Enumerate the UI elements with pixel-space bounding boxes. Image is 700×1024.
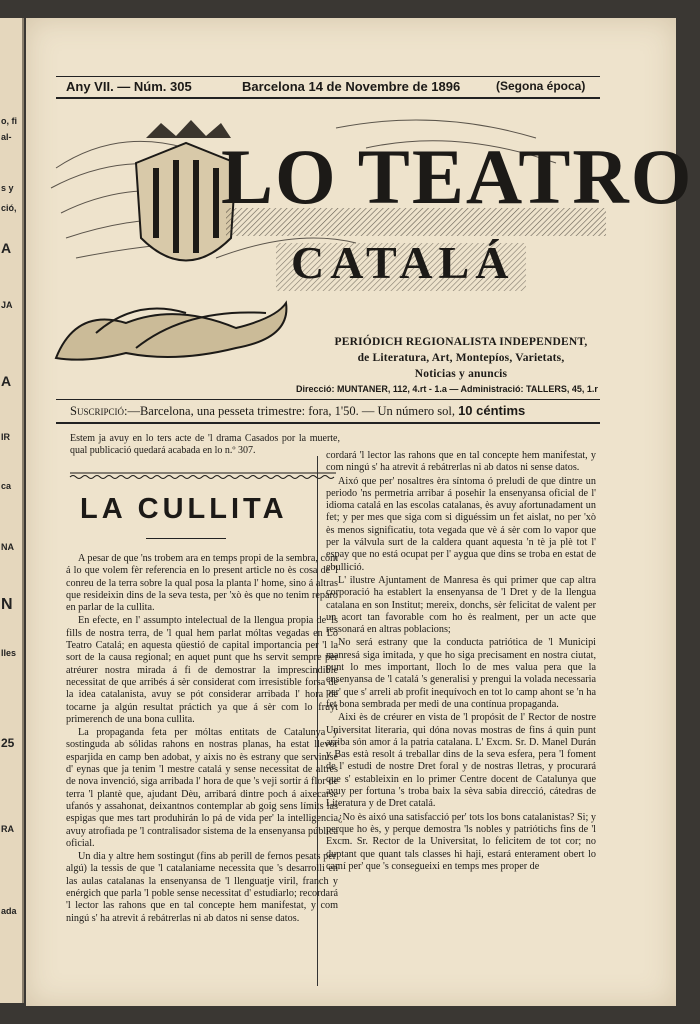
issue-epoch: (Segona época) (496, 79, 586, 93)
issue-date: Barcelona 14 de Novembre de 1896 (242, 79, 461, 94)
left-fragment: ada (1, 906, 17, 916)
paragraph: L' ilustre Ajuntament de Manresa ès qui primer que cap altra corporació ha establert la ensenyansa de 'l Dret y de la llengua catalana en son Institut; mereix, donchs, sèr felicitat de valent per un acort tan favorable com ho ès realment, per un acte que ressonará en altras poblacions; (326, 574, 596, 636)
paragraph: La propaganda feta per móltas entitats de Catalunya y sostinguda ab sólidas rahons en nostras planas, ha estat llevòr esparjida en camp ben adobat, y aixis no ès estrany que servintse d' eynas que ja tenim 'l mestre catalá y sense necessitat de altres de nova invenció, siga arribada l' hora de que 's veji sortir á flor de terra 'l plantè que, ajudant Dèu, arribará dintre poch á aixecarse ufanós y assahonat, deixantnos contemplar ab goig sens límits las espigas que mes tart produhirán lo pá de vida per' la intelligencia avuy atrofiada pe 'l contralisador sistema de la ensenyansa pública oficial. (66, 727, 338, 849)
left-fragment: JA (1, 300, 13, 310)
article-column-1 (66, 553, 338, 983)
left-fragment: A (1, 240, 12, 256)
paragraph: No será estrany que la conducta patriótica de 'l Municipi manresá siga imitada, y que ho siga precisament en nostra ciutat, punt lo mes important, lloch lo de mes valua pera que la ensenyansa de 'l catalá 's generalisi y prengui la volada necessaria per' que s' arreli ab profit inequívoch en tot lo camp ahont se 'n ha fet bona sembrada per medi de una contínua propaganda. (326, 637, 596, 710)
header-rule-bottom (56, 97, 600, 99)
tagline-line: de Literatura, Art, Montepíos, Varietats, (357, 352, 565, 364)
address-line: Direcció: MUNTANER, 112, 4.rt - 1.a — Administració: TALLERS, 45, 1.r (296, 384, 598, 394)
subscription-rule-bottom (56, 422, 600, 424)
subscription-price: 10 céntims (458, 403, 526, 418)
left-fragment: o, fi (1, 116, 17, 126)
title-underline (146, 538, 226, 539)
scroll-ornament (56, 303, 286, 360)
masthead-illustration (36, 108, 694, 358)
header-rule-top (56, 76, 600, 77)
left-fragment: 25 (1, 736, 15, 750)
left-fragment: RA (1, 824, 14, 834)
subscription-text: —Barcelona, una pesseta trimestre: fora, 1'50. — Un número sol, (127, 404, 455, 418)
publication-tagline (326, 334, 596, 382)
serial-notice: Estem ja avuy en lo ters acte de 'l drama Casados por la muerte, qual publicació quedará acabada en lo n.º 307. (70, 433, 340, 456)
left-fragment: ca (1, 481, 12, 491)
left-fragment: al- (1, 132, 12, 142)
left-fragment: lles (1, 648, 17, 658)
article-column-2 (326, 450, 596, 995)
masthead-title: LO TEATRO (221, 133, 694, 220)
subscription-rule-top (56, 399, 600, 400)
left-fragment: IR (1, 432, 10, 442)
article-title: LA CULLITA (80, 493, 288, 525)
paragraph: Aixi ès de créurer en vista de 'l propósit de l' Rector de nostre Universitat literaria, qui dóna novas mostras de fins á quin punt arriba són amor á la patria catalana. L' Excm. Sr. D. Manel Durán y Bas està resolt á treballar dins de la seva esfera, pera 'l foment de l' estudi de nostre Dret foral y de nostras lletras, y procurará que s' estableixin en lo primer Centre docent de Catalunya que avuy per fortuna 's troba baix la sèva sabia direcció, cátedras de Literatura y de Dret catalá. (326, 712, 596, 810)
subscription-label: Suscripció: (70, 404, 128, 418)
issue-number: Any VII. — Núm. 305 (66, 79, 192, 94)
wavy-divider (70, 472, 336, 480)
paragraph: ¿No ès aixó una satisfacció per' tots los bons catalanistas? Si; y perque ho ès, y perque demostra 'ls nobles y patriótichs fins de 'l Excm. Sr. Rector de la Universitat, lo felicitem de tot cor; no duptant que quant tals classes hi haji, estará enterament obert lo camí per' que 's consegueixi en temps mes proper de (326, 811, 596, 872)
left-fragment: s y (1, 183, 14, 193)
newspaper-page (26, 18, 694, 1006)
previous-page-edge (0, 18, 24, 1003)
tagline-line: Noticias y anuncis (414, 368, 508, 380)
left-fragment: NA (1, 542, 14, 552)
paragraph: A pesar de que 'ns trobem ara en temps propi de la sembra, com á lo que volem fèr referencia en lo present article no ès cosa de 'l conreu de la terra sobre la qual posa la planta l' home, sino á altras que resideixin dins de la seva testa, per 'xò ès que no tenim reparo en parlar de la cullita. (66, 553, 338, 614)
left-fragment: N (1, 596, 13, 613)
paragraph: cordará 'l lector las rahons que en tal concepte hem manifestat, y com ningú s' ha atrevit á rebátrerlas ni ab datos ni sense datos. (326, 450, 596, 474)
subscription-info (70, 403, 525, 419)
paragraph: En efecte, en l' assumpto intelectual de la llengua propia de 'ls fills de nostra terra, de 'l qual hem parlat móltas vegadas en Lo Teatro Catalá; en aquesta qüestió de capital importancia per 'l la sort de la causa regional; en aquet punt que hs servit sempre per atréurer nostra mirada á fi de demostrar la imprescindible necessitat de que arribés á sèr considerat com irresistible forsa de la idea catalanista, avuy se pót considerar arribada l' hora de tocarne ja algún resultat práctich ya que á sèr com lo fruyt primerench de una bona cullita. (66, 615, 338, 725)
paragraph: Un dia y altre hem sostingut (fins ab perill de fernos pesats per' algú) la tessis de que 'l catalaniame necessita que 's desarrolli en las aulas catalanas la ensenyansa de 'l llenguatje viril, franch y enérgich que parla 'l poble sense necessitat d' estudiarlo; recordará 'l lector las rahons que en tal concepte hem manifestat, y com ningú s' ha atrevit á rebátrerlas ni ab datos ni sense datos. (66, 851, 338, 924)
left-fragment: A (1, 373, 12, 389)
masthead-subtitle-title: CATALÁ (291, 237, 515, 288)
tagline-line: PERIÓDICH REGIONALISTA INDEPENDENT, (334, 336, 588, 348)
paragraph: Aixó que per' nosaltres èra síntoma ó preludi de que dintre un periodo 'ns permetria arribar á posehir la ensenyansa oficial de l' idioma catalá en las escolas catalanas, ès avuy afortunadament un fet; y per mes que siga com si diguéssim un fet aislat, no per 'xò ès menos significatiu, tota vegada que vè á sèr com lo vapor que per la válvula surt de la caldera quant aquesta 'n tè ja plè tot l' espay que no está ocupat per l' aygua que dins se troba en estat de ebullició. (326, 475, 596, 573)
left-fragment: ció, (1, 203, 17, 213)
